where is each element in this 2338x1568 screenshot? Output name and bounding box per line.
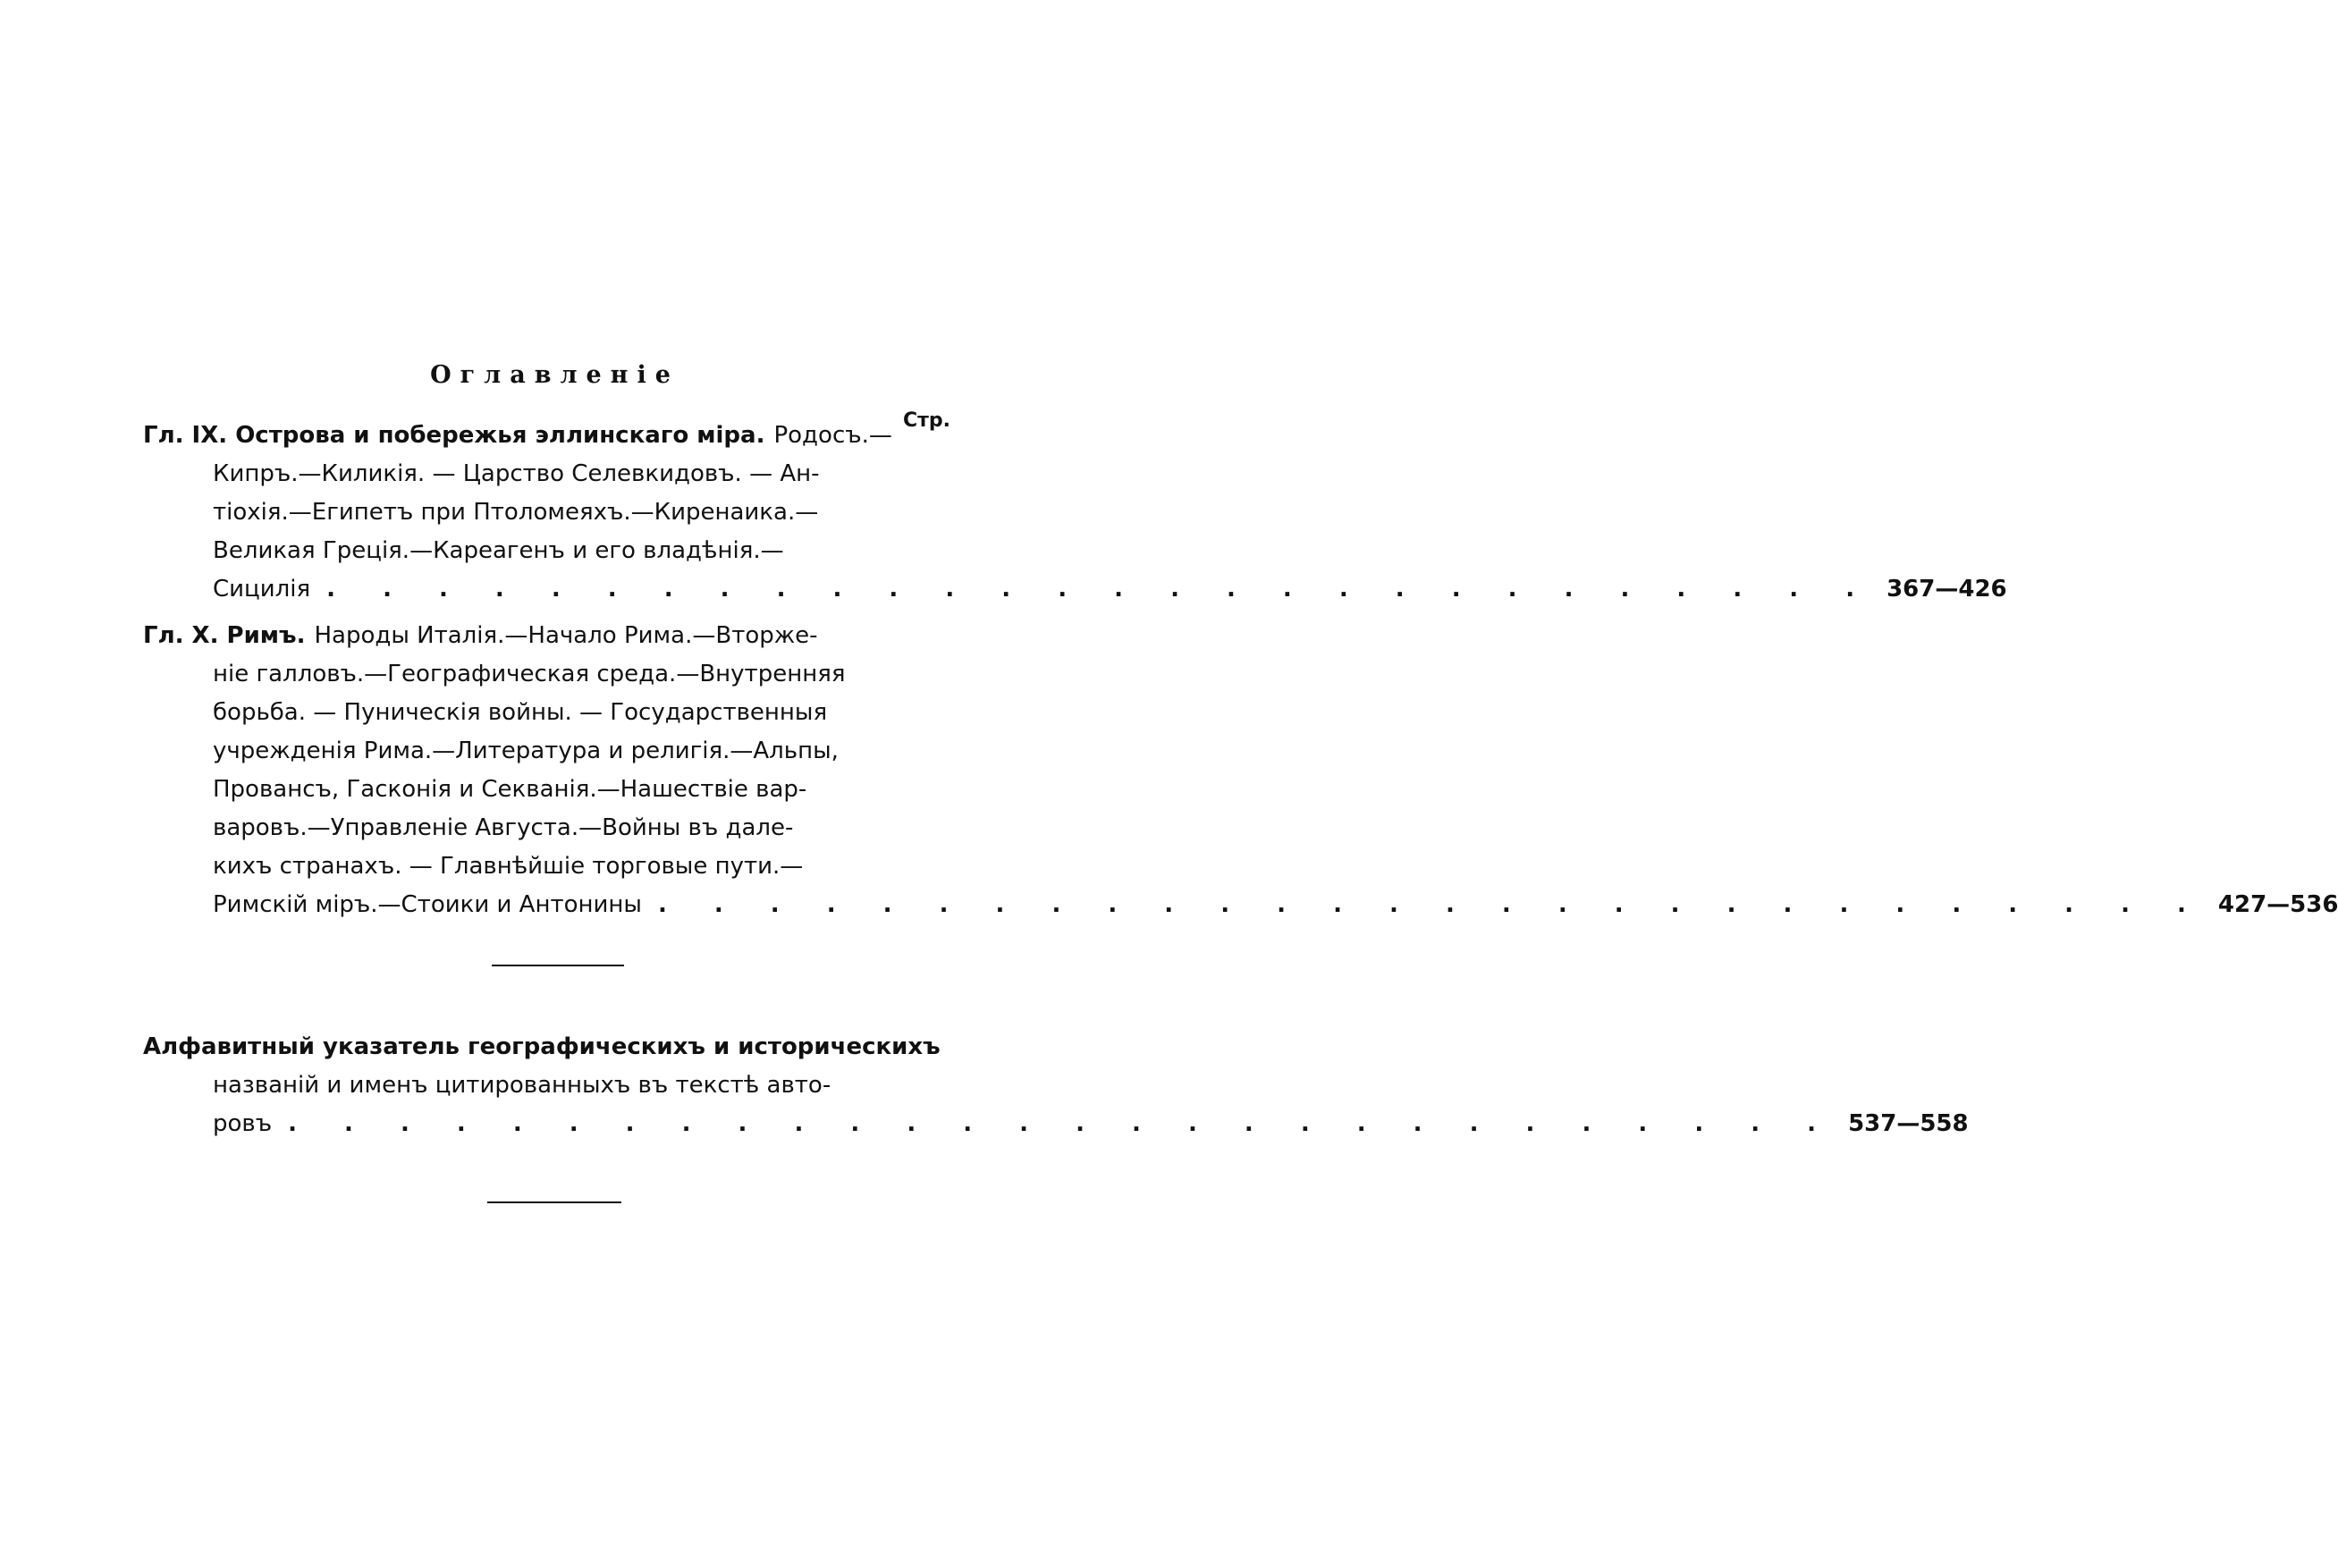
page-range: 367—426 [1886, 576, 2007, 603]
index-topic: ровъ [213, 1110, 273, 1137]
chapter-topic: варовъ.—Управленiе Августа.—Войны въ дале- [213, 814, 794, 841]
toc-line [143, 417, 966, 455]
toc-line [143, 493, 966, 532]
toc-line [143, 655, 966, 694]
chapter-topic: учрежденiя Рима.—Литература и религiя.—Альпы, [213, 738, 839, 764]
chapter-topic: тiохiя.—Египетъ при Птоломеяхъ.—Киренаика.— [213, 499, 819, 526]
dot-leaders: . . . . . . . . . . . . . . . . . . . . . . . . . . . . [657, 891, 2206, 918]
toc-line [143, 455, 966, 493]
toc-line [143, 732, 966, 771]
chapter-heading: Гл. IX. Острова и побережья эллинскаго мiра. [143, 422, 765, 449]
index-topic: названiй и именъ цитированныхъ въ текстѣ авто- [213, 1072, 831, 1099]
toc-line [143, 532, 966, 570]
toc-line [143, 1105, 1969, 1143]
toc-line [143, 771, 966, 809]
toc-line [143, 809, 966, 847]
index-heading: Алфавитный указатель географическихъ и историческихъ [143, 1033, 941, 1060]
chapter-topic: Провансъ, Гасконiя и Секванiя.—Нашествiе вар- [213, 776, 807, 803]
toc-entry-index[interactable] [143, 1028, 1969, 1143]
chapter-topic: Родосъ.— [773, 422, 892, 449]
toc-entry-chapter-9[interactable] [143, 417, 2007, 609]
toc-line [143, 570, 2007, 609]
toc-entry-chapter-10[interactable] [143, 617, 2338, 924]
toc-line [143, 1066, 966, 1105]
chapter-topic: Народы Италiя.—Начало Рима.—Вторже- [314, 622, 818, 649]
page-range: 537—558 [1848, 1110, 1969, 1137]
chapter-topic: Великая Грецiя.—Кареагенъ и его владѣнiя.— [213, 537, 784, 564]
dot-leaders: . . . . . . . . . . . . . . . . . . . . . . . . . . . . [326, 576, 1875, 603]
toc-line [143, 694, 966, 732]
page-column-label: Стр. [903, 409, 951, 432]
chapter-topic: Римскiй мiръ.—Стоики и Антонины [213, 891, 642, 918]
chapter-topic: Сицилiя [213, 576, 311, 603]
toc-line [143, 886, 2338, 924]
chapter-topic: нiе галловъ.—Географическая среда.—Внутренняя [213, 661, 846, 687]
chapter-topic: Кипръ.—Киликiя. — Царство Селевкидовъ. — Ан- [213, 460, 820, 487]
toc-line [143, 617, 966, 655]
chapter-topic: борьба. — Пуническiя войны. — Государственныя [213, 699, 828, 726]
separator-rule [487, 1201, 621, 1203]
chapter-topic: кихъ странахъ. — Главнѣйшiе торговые пути.— [213, 853, 804, 880]
toc-line [143, 847, 966, 886]
page-range: 427—536 [2217, 891, 2338, 918]
toc-title: Оглавленiе [430, 361, 679, 389]
toc-line [143, 1028, 966, 1066]
separator-rule [492, 965, 624, 966]
dot-leaders: . . . . . . . . . . . . . . . . . . . . . . . . . . . . [288, 1110, 1836, 1137]
chapter-heading: Гл. X. Римъ. [143, 622, 306, 649]
